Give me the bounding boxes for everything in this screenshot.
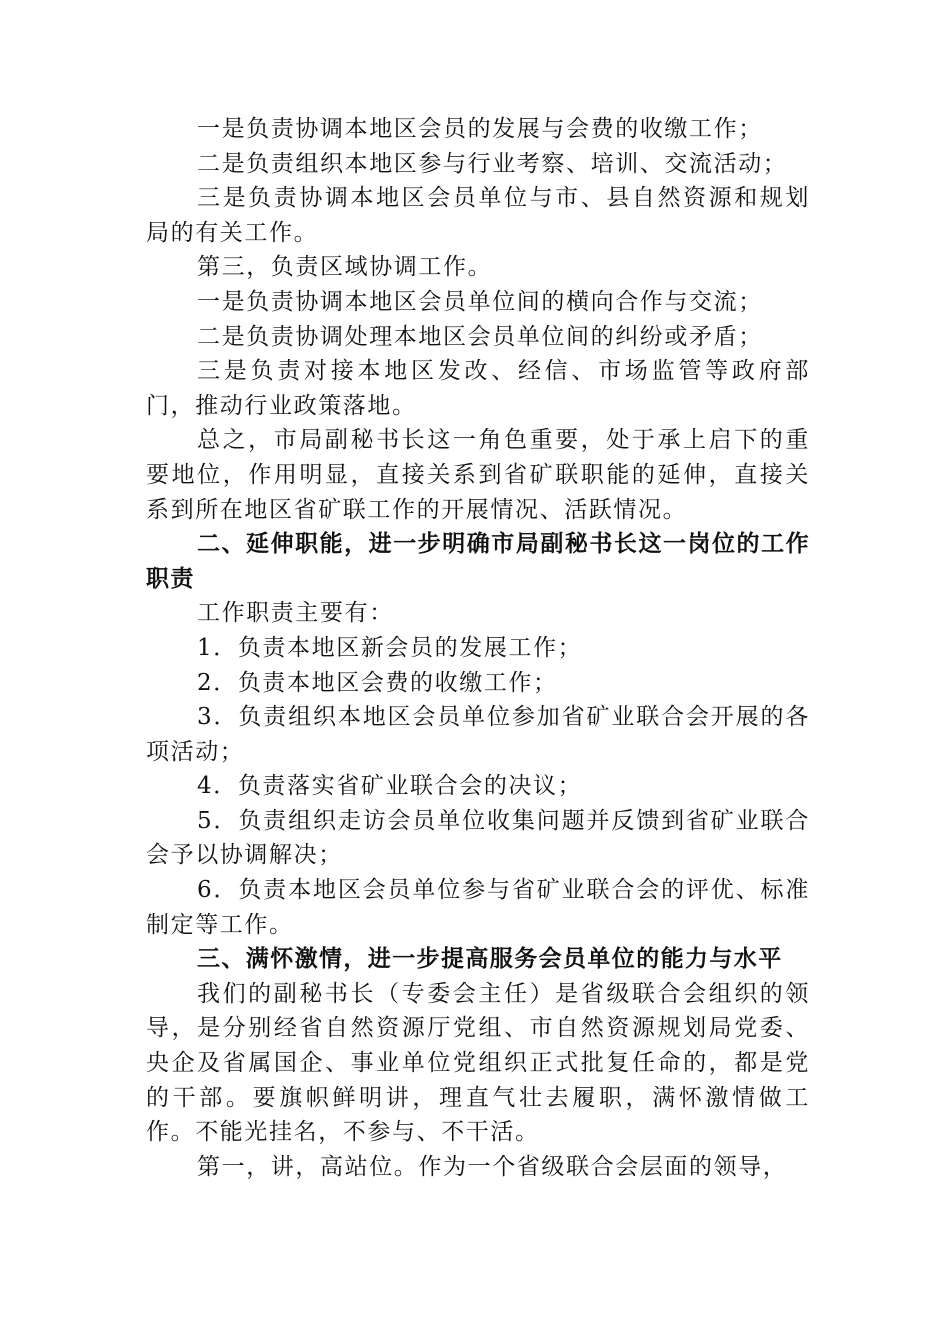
paragraph: 三是负责协调本地区会员单位与市、县自然资源和规划局的有关工作。 [146,185,810,246]
list-item: 3．负责组织本地区会员单位参加省矿业联合会开展的各项活动； [146,704,810,765]
document-page [146,112,810,1184]
list-item: 1．负责本地区新会员的发展工作； [197,634,583,661]
section-heading: 二、延伸职能，进一步明确市局副秘书长这一岗位的工作职责 [146,531,810,592]
list-item: 4．负责落实省矿业联合会的决议； [197,773,583,800]
section-heading: 三、满怀激情，进一步提高服务会员单位的能力与水平 [197,946,783,973]
paragraph: 一是负责协调本地区会员的发展与会费的收缴工作； [197,116,763,142]
paragraph: 三是负责对接本地区发改、经信、市场监管等政府部门，推动行业政策落地。 [146,358,810,419]
paragraph: 总之，市局副秘书长这一角色重要，处于承上启下的重要地位，作用明显，直接关系到省矿联职能的延伸，直接关系到所在地区省矿联工作的开展情况、活跃情况。 [146,427,810,523]
paragraph: 一是负责协调本地区会员单位间的横向合作与交流； [197,288,763,315]
paragraph: 第一，讲，高站位。作为一个省级联合会层面的领导， [197,1153,788,1180]
paragraph: 我们的副秘书长（专委会主任）是省级联合会组织的领导，是分别经省自然资源厅党组、市自然资源规划局党委、央企及省属国企、事业单位党组织正式批复任命的，都是党的干部。要旗帜鲜明讲，理直气壮去履职，满怀激情做工作。不能光挂名，不参与、不干活。 [146,980,810,1146]
list-item: 2．负责本地区会费的收缴工作； [197,669,558,696]
paragraph: 工作职责主要有： [197,600,394,627]
paragraph: 第三，负责区域协调工作。 [197,254,493,281]
list-item: 5．负责组织走访会员单位收集问题并反馈到省矿业联合会予以协调解决； [146,807,810,869]
paragraph: 二是负责组织本地区参与行业考察、培训、交流活动； [197,150,788,177]
list-item: 6．负责本地区会员单位参与省矿业联合会的评优、标准制定等工作。 [146,877,810,938]
paragraph: 二是负责协调处理本地区会员单位间的纠纷或矛盾； [197,323,763,350]
